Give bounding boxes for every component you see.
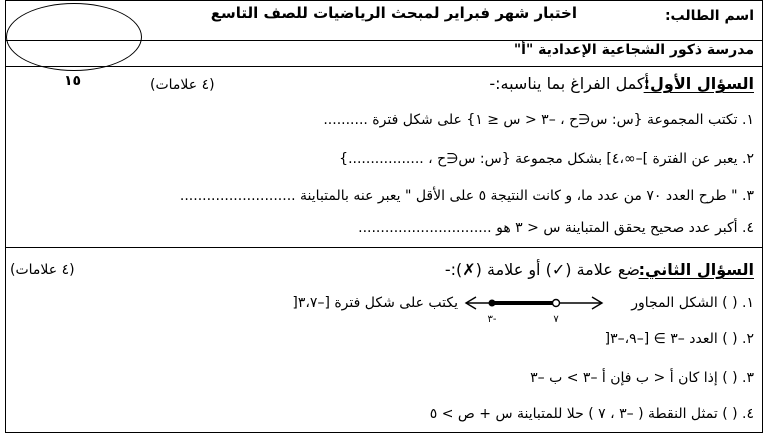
- q2-divider: [5, 247, 763, 248]
- q2-item-1-end: يكتب على شكل فترة [–٣،٧[: [292, 295, 458, 311]
- q2-heading: السؤال الثاني:: [638, 260, 754, 279]
- q1-divider: [5, 66, 763, 67]
- q2-item-3: ٣. ( ) إذا كان أ < ب فإن أ –٣ > ب –٣: [530, 370, 754, 386]
- number-line: [464, 292, 604, 326]
- number-line-label-right: ٧: [553, 314, 559, 325]
- school-name: مدرسة ذكور الشجاعية الإعدادية "أ": [513, 42, 754, 58]
- q1-item-1: ١. تكتب المجموعة {س: س∈ح ، –٣ < س ≤ ١} على شكل فترة ..........: [323, 112, 754, 128]
- q2-marks: (٤ علامات): [10, 262, 75, 278]
- q1-item-3: ٣. " طرح العدد ٧٠ من عدد ما، و كانت النتيجة ٥ على الأقل " يعبر عنه بالمتباينة ..........................: [179, 188, 754, 204]
- q2-instruction: ضع علامة (✓) أو علامة (✗):-: [444, 260, 640, 279]
- q1-marks: (٤ علامات): [150, 77, 215, 93]
- exam-title: اختبار شهر فبراير لمبحث الرياضيات للصف التاسع: [210, 4, 577, 22]
- student-name-label: اسم الطالب:: [664, 8, 754, 24]
- q1-heading: السؤال الأول:: [643, 74, 754, 93]
- q1-item-4: ٤. أكبر عدد صحيح يحقق المتباينة س < ٣ هو ..............................: [358, 220, 754, 236]
- grade-ellipse: [6, 3, 142, 71]
- number-line-label-left: -٣: [487, 314, 497, 325]
- q2-item-2: ٢. ( ) العدد –٣ ∋ [–٩،–٣[: [604, 331, 754, 347]
- q1-instruction: أكمل الفراغ بما يناسبه:-: [489, 74, 649, 93]
- q2-item-1: ١. ( ) الشكل المجاور: [631, 295, 754, 311]
- q2-item-4: ٤. ( ) تمثل النقطة ( –٣ ، ٧ ) حلا للمتباينة س + ص > ٥: [429, 406, 754, 422]
- header-divider: [5, 40, 763, 41]
- q1-item-2: ٢. يعبر عن الفترة ]–∞،٤] بشكل مجموعة {س: س∈ح ، .................}: [339, 151, 754, 167]
- grade-total: ١٥: [64, 73, 82, 89]
- exam-frame: [5, 0, 763, 433]
